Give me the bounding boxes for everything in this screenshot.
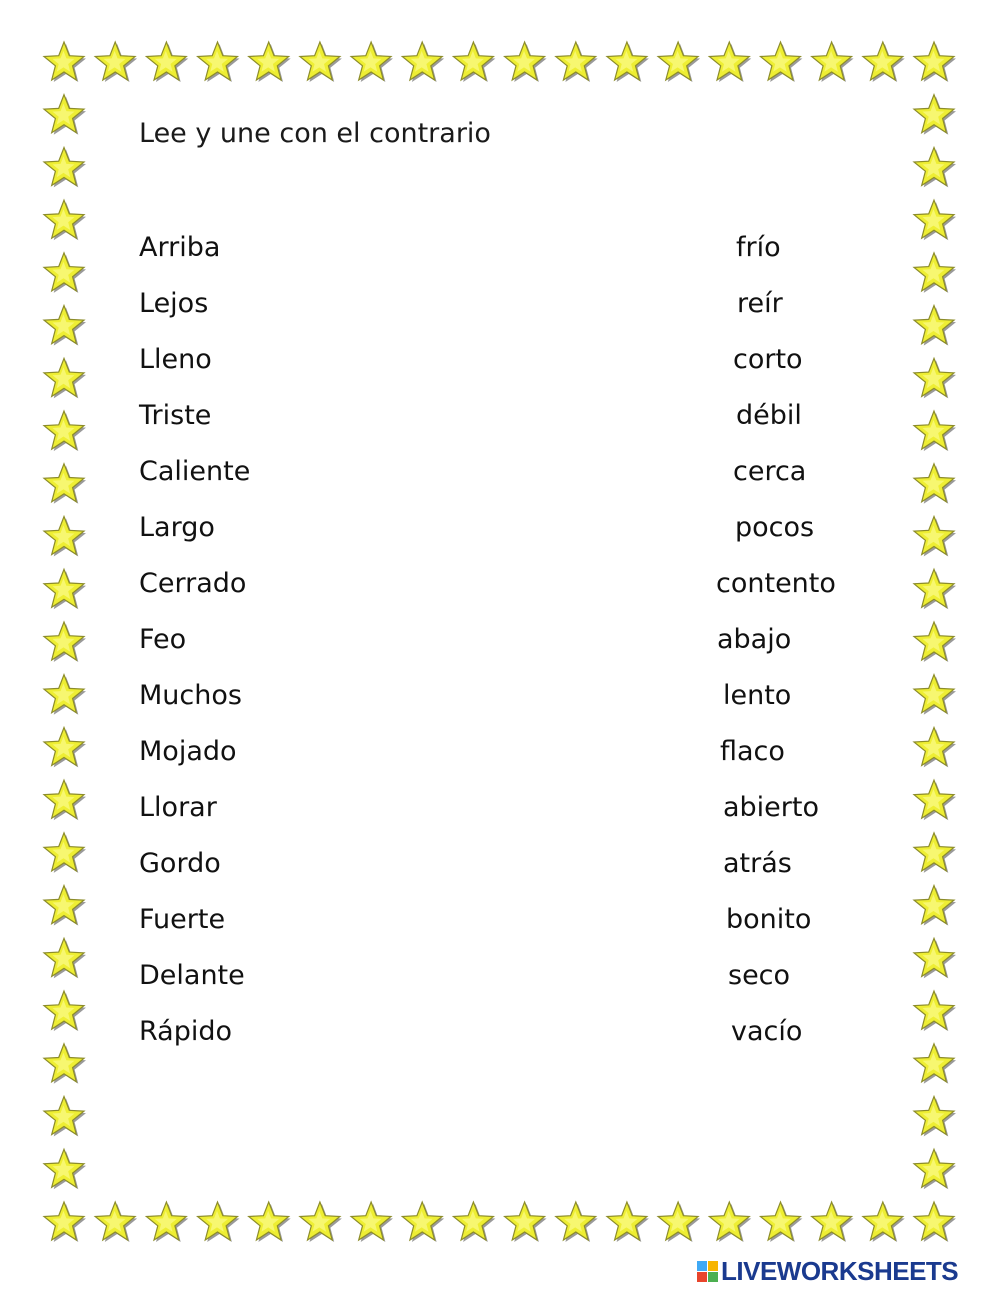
left-word: Cerrado <box>139 568 247 599</box>
star-icon <box>402 1202 444 1242</box>
star-icon <box>556 1202 598 1242</box>
star-icon <box>607 1202 649 1242</box>
star-icon <box>709 42 751 82</box>
left-word: Caliente <box>139 456 251 487</box>
right-word: contento <box>716 568 836 599</box>
star-icon <box>44 780 86 820</box>
star-icon <box>300 42 342 82</box>
star-icon <box>914 675 956 715</box>
liveworksheets-mark-icon <box>697 1261 718 1282</box>
star-icon <box>914 780 956 820</box>
star-icon <box>709 1202 751 1242</box>
star-icon <box>505 42 547 82</box>
star-icon <box>44 886 86 926</box>
star-icon <box>914 1044 956 1084</box>
star-icon <box>402 42 444 82</box>
left-word: Arriba <box>139 232 221 263</box>
star-icon <box>812 1202 854 1242</box>
star-icon <box>249 1202 291 1242</box>
star-icon <box>300 1202 342 1242</box>
right-word: reír <box>737 288 783 319</box>
star-icon <box>44 306 86 346</box>
star-icon <box>44 42 86 82</box>
star-icon <box>914 728 956 768</box>
right-word: seco <box>728 960 791 991</box>
star-icon <box>44 675 86 715</box>
star-icon <box>914 95 956 135</box>
brand-name: LIVEWORKSHEETS <box>721 1255 959 1286</box>
star-icon <box>44 622 86 662</box>
star-icon <box>658 1202 700 1242</box>
star-icon <box>914 938 956 978</box>
star-icon <box>914 1097 956 1137</box>
star-icon <box>761 42 803 82</box>
star-icon <box>44 1044 86 1084</box>
star-icon <box>44 517 86 557</box>
star-icon <box>44 358 86 398</box>
star-icon <box>44 411 86 451</box>
star-icon <box>812 42 854 82</box>
star-icon <box>761 1202 803 1242</box>
star-icon <box>453 42 495 82</box>
right-word: flaco <box>720 736 785 767</box>
star-icon <box>914 1149 956 1189</box>
right-word: abajo <box>717 624 792 655</box>
worksheet-title: Lee y une con el contrario <box>139 118 491 149</box>
star-icon <box>914 569 956 609</box>
star-icon <box>914 1202 956 1242</box>
star-icon <box>44 95 86 135</box>
star-icon <box>914 833 956 873</box>
star-icon <box>914 464 956 504</box>
left-word: Rápido <box>139 1016 233 1047</box>
left-word: Llorar <box>139 792 217 823</box>
left-word: Fuerte <box>139 904 226 935</box>
star-icon <box>95 42 137 82</box>
star-icon <box>44 833 86 873</box>
right-word: cerca <box>733 456 807 487</box>
left-word: Delante <box>139 960 245 991</box>
star-icon <box>44 464 86 504</box>
star-icon <box>914 886 956 926</box>
liveworksheets-logo <box>697 1256 958 1286</box>
star-icon <box>44 1097 86 1137</box>
left-word: Triste <box>139 400 212 431</box>
right-word: vacío <box>731 1016 803 1047</box>
star-icon <box>658 42 700 82</box>
right-word: atrás <box>723 848 792 879</box>
right-word: bonito <box>726 904 812 935</box>
right-word: lento <box>723 680 792 711</box>
star-icon <box>146 1202 188 1242</box>
left-word: Lejos <box>139 288 209 319</box>
star-icon <box>44 253 86 293</box>
right-word: abierto <box>723 792 820 823</box>
star-icon <box>914 358 956 398</box>
right-word: frío <box>736 232 781 263</box>
star-icon <box>249 42 291 82</box>
star-icon <box>453 1202 495 1242</box>
star-icon <box>914 517 956 557</box>
star-icon <box>44 148 86 188</box>
star-icon <box>914 148 956 188</box>
star-icon <box>505 1202 547 1242</box>
star-icon <box>556 42 598 82</box>
star-icon <box>198 42 240 82</box>
star-icon <box>44 200 86 240</box>
star-icon <box>95 1202 137 1242</box>
star-icon <box>44 728 86 768</box>
left-word: Mojado <box>139 736 237 767</box>
star-icon <box>351 1202 393 1242</box>
star-icon <box>44 1202 86 1242</box>
star-icon <box>44 938 86 978</box>
star-icon <box>914 42 956 82</box>
right-word: corto <box>733 344 803 375</box>
star-icon <box>914 200 956 240</box>
star-icon <box>863 1202 905 1242</box>
right-word: pocos <box>735 512 815 543</box>
star-icon <box>914 411 956 451</box>
star-icon <box>914 991 956 1031</box>
star-icon <box>44 991 86 1031</box>
star-icon <box>198 1202 240 1242</box>
star-icon <box>44 569 86 609</box>
star-icon <box>914 622 956 662</box>
star-icon <box>146 42 188 82</box>
left-word: Largo <box>139 512 215 543</box>
left-word: Feo <box>139 624 187 655</box>
star-icon <box>863 42 905 82</box>
left-word: Muchos <box>139 680 242 711</box>
left-word: Gordo <box>139 848 221 879</box>
star-icon <box>44 1149 86 1189</box>
right-word: débil <box>736 400 802 431</box>
left-word: Lleno <box>139 344 212 375</box>
star-icon <box>914 253 956 293</box>
star-icon <box>607 42 649 82</box>
star-icon <box>914 306 956 346</box>
star-icon <box>351 42 393 82</box>
